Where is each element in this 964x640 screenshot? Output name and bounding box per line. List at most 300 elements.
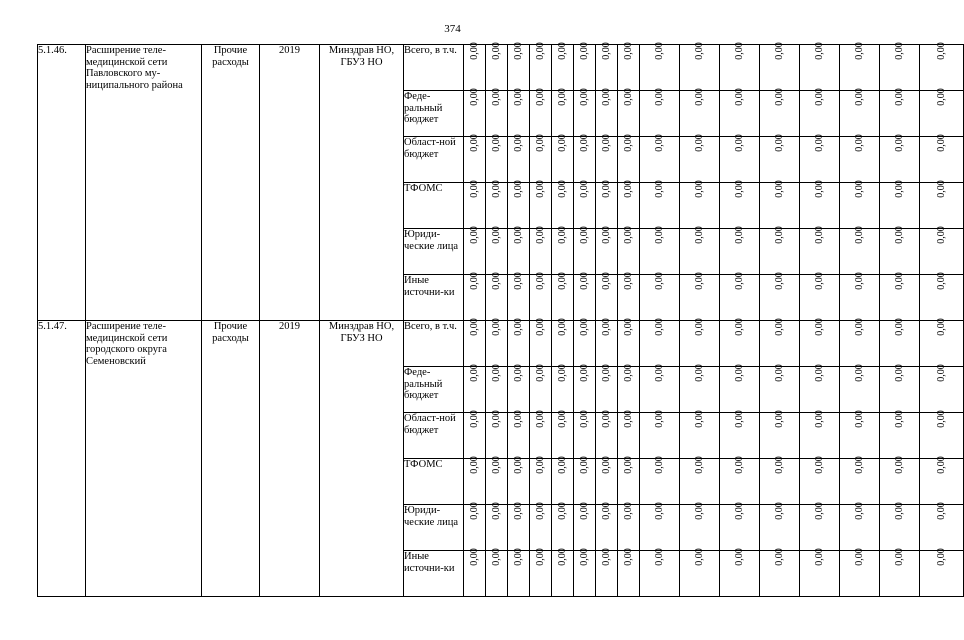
value-cell (574, 364, 596, 413)
value-cell (880, 456, 920, 505)
value-text: 0,00 (893, 226, 905, 244)
value-text: 0,00 (853, 42, 865, 60)
item-number: 5.1.47. (38, 321, 86, 597)
value-cell (486, 410, 508, 459)
value-cell (530, 548, 552, 597)
value-cell (760, 88, 800, 137)
value-text: 0,00 (468, 226, 480, 244)
executor-cell: Минздрав НО, ГБУЗ НО (320, 321, 404, 597)
value-text: 0,00 (512, 364, 524, 382)
value-cell (920, 134, 964, 183)
value-cell (486, 364, 508, 413)
value-cell (720, 272, 760, 321)
value-cell (596, 548, 618, 597)
value-text: 0,00 (622, 42, 634, 60)
value-cell (618, 456, 640, 505)
value-text: 0,00 (813, 180, 825, 198)
value-text: 0,00 (893, 180, 905, 198)
value-cell (720, 410, 760, 459)
value-cell (760, 318, 800, 367)
value-cell (486, 548, 508, 597)
value-cell (800, 364, 840, 413)
value-cell (640, 134, 680, 183)
value-cell (800, 272, 840, 321)
value-text: 0,00 (733, 180, 745, 198)
value-cell (552, 272, 574, 321)
value-text: 0,00 (512, 226, 524, 244)
value-cell (800, 456, 840, 505)
value-text: 0,00 (935, 272, 947, 290)
value-text: 0,00 (490, 410, 502, 428)
value-text: 0,00 (534, 272, 546, 290)
value-text: 0,00 (813, 318, 825, 336)
value-text: 0,00 (693, 180, 705, 198)
value-text: 0,00 (935, 410, 947, 428)
value-text: 0,00 (556, 180, 568, 198)
value-text: 0,00 (490, 180, 502, 198)
value-text: 0,00 (813, 272, 825, 290)
value-text: 0,00 (600, 364, 612, 382)
value-text: 0,00 (935, 548, 947, 566)
value-cell (880, 318, 920, 367)
value-text: 0,00 (653, 226, 665, 244)
value-cell (680, 318, 720, 367)
value-text: 0,00 (773, 272, 785, 290)
item-name: Расширение теле-медицинской сети городского округа Семеновский (86, 321, 202, 597)
value-cell (618, 410, 640, 459)
value-cell (880, 548, 920, 597)
value-text: 0,00 (773, 88, 785, 106)
value-text: 0,00 (578, 410, 590, 428)
value-cell (464, 364, 486, 413)
value-cell (508, 226, 530, 275)
value-cell (486, 318, 508, 367)
funding-source-label: Юриди-ческие лица (404, 229, 464, 275)
value-cell (464, 42, 486, 91)
value-cell (464, 180, 486, 229)
value-cell (596, 226, 618, 275)
value-text: 0,00 (556, 42, 568, 60)
value-text: 0,00 (653, 456, 665, 474)
value-cell (800, 226, 840, 275)
value-cell (800, 410, 840, 459)
value-text: 0,00 (813, 364, 825, 382)
value-text: 0,00 (813, 134, 825, 152)
value-cell (596, 272, 618, 321)
value-cell (880, 88, 920, 137)
value-text: 0,00 (893, 548, 905, 566)
value-text: 0,00 (813, 548, 825, 566)
value-cell (640, 410, 680, 459)
value-text: 0,00 (773, 456, 785, 474)
value-text: 0,00 (512, 88, 524, 106)
value-text: 0,00 (813, 42, 825, 60)
value-cell (574, 272, 596, 321)
funding-source-label: Иные источни-ки (404, 275, 464, 321)
value-text: 0,00 (490, 456, 502, 474)
funding-source-label: ТФОМС (404, 459, 464, 505)
value-text: 0,00 (733, 548, 745, 566)
value-cell (508, 502, 530, 551)
value-cell (920, 272, 964, 321)
value-text: 0,00 (773, 226, 785, 244)
value-text: 0,00 (490, 88, 502, 106)
value-cell (880, 272, 920, 321)
value-text: 0,00 (578, 134, 590, 152)
value-text: 0,00 (653, 318, 665, 336)
value-text: 0,00 (556, 364, 568, 382)
value-text: 0,00 (600, 548, 612, 566)
value-cell (720, 134, 760, 183)
value-text: 0,00 (512, 410, 524, 428)
value-cell (596, 42, 618, 91)
value-cell (618, 548, 640, 597)
funding-source-label: Всего, в т.ч. (404, 321, 464, 367)
value-cell (486, 502, 508, 551)
table-row (38, 321, 964, 367)
value-text: 0,00 (653, 364, 665, 382)
value-text: 0,00 (813, 410, 825, 428)
value-text: 0,00 (556, 456, 568, 474)
value-text: 0,00 (468, 134, 480, 152)
value-cell (760, 272, 800, 321)
value-cell (596, 180, 618, 229)
value-text: 0,00 (693, 42, 705, 60)
value-cell (680, 456, 720, 505)
value-text: 0,00 (600, 272, 612, 290)
value-text: 0,00 (556, 272, 568, 290)
value-text: 0,00 (693, 272, 705, 290)
value-text: 0,00 (534, 318, 546, 336)
value-cell (680, 410, 720, 459)
value-text: 0,00 (693, 318, 705, 336)
value-text: 0,00 (468, 502, 480, 520)
value-cell (640, 226, 680, 275)
value-text: 0,00 (600, 502, 612, 520)
table-row (38, 45, 964, 91)
value-text: 0,00 (733, 318, 745, 336)
value-cell (508, 42, 530, 91)
value-cell (680, 364, 720, 413)
value-text: 0,00 (733, 226, 745, 244)
value-cell (530, 134, 552, 183)
value-cell (840, 226, 880, 275)
value-cell (680, 42, 720, 91)
value-text: 0,00 (935, 502, 947, 520)
value-cell (760, 180, 800, 229)
value-cell (596, 88, 618, 137)
value-text: 0,00 (773, 364, 785, 382)
value-cell (552, 456, 574, 505)
value-text: 0,00 (773, 502, 785, 520)
value-cell (486, 88, 508, 137)
value-cell (486, 272, 508, 321)
value-cell (618, 364, 640, 413)
value-text: 0,00 (534, 134, 546, 152)
value-cell (596, 318, 618, 367)
value-cell (920, 548, 964, 597)
value-text: 0,00 (773, 548, 785, 566)
item-number: 5.1.46. (38, 45, 86, 321)
value-text: 0,00 (600, 410, 612, 428)
value-text: 0,00 (853, 364, 865, 382)
value-cell (552, 134, 574, 183)
value-text: 0,00 (578, 180, 590, 198)
value-cell (760, 42, 800, 91)
value-text: 0,00 (490, 42, 502, 60)
value-cell (618, 180, 640, 229)
value-text: 0,00 (935, 364, 947, 382)
value-cell (920, 502, 964, 551)
value-text: 0,00 (556, 88, 568, 106)
value-text: 0,00 (653, 548, 665, 566)
value-cell (840, 502, 880, 551)
budget-table (37, 44, 964, 597)
value-cell (720, 318, 760, 367)
value-text: 0,00 (600, 134, 612, 152)
value-cell (618, 318, 640, 367)
value-cell (880, 134, 920, 183)
value-cell (508, 364, 530, 413)
value-text: 0,00 (853, 272, 865, 290)
value-text: 0,00 (468, 42, 480, 60)
value-cell (464, 88, 486, 137)
value-cell (640, 88, 680, 137)
value-text: 0,00 (512, 180, 524, 198)
value-cell (530, 42, 552, 91)
value-text: 0,00 (733, 42, 745, 60)
value-text: 0,00 (693, 410, 705, 428)
value-cell (800, 548, 840, 597)
value-text: 0,00 (853, 548, 865, 566)
value-text: 0,00 (600, 456, 612, 474)
value-cell (880, 42, 920, 91)
value-cell (618, 88, 640, 137)
value-cell (840, 134, 880, 183)
value-text: 0,00 (893, 134, 905, 152)
value-cell (530, 226, 552, 275)
value-text: 0,00 (622, 226, 634, 244)
value-cell (574, 226, 596, 275)
value-cell (840, 318, 880, 367)
value-cell (464, 456, 486, 505)
value-cell (508, 88, 530, 137)
value-text: 0,00 (693, 502, 705, 520)
value-cell (508, 456, 530, 505)
value-cell (574, 548, 596, 597)
value-text: 0,00 (468, 548, 480, 566)
value-cell (618, 42, 640, 91)
value-cell (680, 226, 720, 275)
value-text: 0,00 (622, 88, 634, 106)
value-cell (680, 180, 720, 229)
value-text: 0,00 (813, 502, 825, 520)
value-cell (530, 88, 552, 137)
value-cell (920, 88, 964, 137)
value-cell (596, 410, 618, 459)
value-text: 0,00 (935, 42, 947, 60)
value-cell (640, 548, 680, 597)
value-cell (552, 226, 574, 275)
value-text: 0,00 (653, 502, 665, 520)
value-cell (680, 272, 720, 321)
value-cell (530, 456, 552, 505)
value-text: 0,00 (490, 134, 502, 152)
value-cell (574, 88, 596, 137)
value-text: 0,00 (893, 410, 905, 428)
value-cell (800, 318, 840, 367)
value-cell (920, 456, 964, 505)
item-name: Расширение теле-медицинской сети Павловского му-ниципального района (86, 45, 202, 321)
value-cell (840, 272, 880, 321)
executor-cell: Минздрав НО, ГБУЗ НО (320, 45, 404, 321)
value-text: 0,00 (600, 226, 612, 244)
value-text: 0,00 (534, 548, 546, 566)
value-text: 0,00 (653, 272, 665, 290)
value-text: 0,00 (468, 88, 480, 106)
value-text: 0,00 (893, 364, 905, 382)
value-cell (840, 364, 880, 413)
value-text: 0,00 (693, 456, 705, 474)
funding-source-label: Област-ной бюджет (404, 137, 464, 183)
value-cell (640, 272, 680, 321)
value-cell (574, 456, 596, 505)
value-cell (530, 180, 552, 229)
value-text: 0,00 (556, 502, 568, 520)
value-text: 0,00 (813, 226, 825, 244)
value-text: 0,00 (534, 456, 546, 474)
value-cell (920, 180, 964, 229)
value-cell (596, 502, 618, 551)
value-text: 0,00 (653, 410, 665, 428)
value-text: 0,00 (773, 410, 785, 428)
value-text: 0,00 (556, 134, 568, 152)
value-text: 0,00 (893, 272, 905, 290)
value-cell (640, 42, 680, 91)
value-text: 0,00 (622, 548, 634, 566)
value-cell (552, 410, 574, 459)
value-cell (920, 318, 964, 367)
value-text: 0,00 (622, 502, 634, 520)
value-text: 0,00 (733, 272, 745, 290)
value-cell (800, 42, 840, 91)
value-text: 0,00 (622, 272, 634, 290)
value-cell (464, 272, 486, 321)
value-cell (486, 180, 508, 229)
value-text: 0,00 (773, 180, 785, 198)
value-cell (920, 364, 964, 413)
value-text: 0,00 (773, 42, 785, 60)
value-cell (880, 226, 920, 275)
value-text: 0,00 (534, 180, 546, 198)
value-text: 0,00 (935, 180, 947, 198)
value-cell (508, 180, 530, 229)
value-text: 0,00 (693, 364, 705, 382)
value-text: 0,00 (556, 548, 568, 566)
value-text: 0,00 (893, 502, 905, 520)
value-text: 0,00 (512, 548, 524, 566)
value-text: 0,00 (733, 410, 745, 428)
year-cell: 2019 (260, 321, 320, 597)
value-text: 0,00 (534, 88, 546, 106)
value-cell (464, 502, 486, 551)
value-cell (552, 42, 574, 91)
value-cell (720, 226, 760, 275)
value-cell (880, 180, 920, 229)
value-text: 0,00 (578, 318, 590, 336)
value-text: 0,00 (935, 88, 947, 106)
page-number: 374 (444, 23, 461, 35)
value-text: 0,00 (622, 456, 634, 474)
value-cell (508, 318, 530, 367)
value-cell (464, 410, 486, 459)
value-cell (760, 548, 800, 597)
value-text: 0,00 (578, 42, 590, 60)
value-text: 0,00 (600, 318, 612, 336)
value-cell (574, 502, 596, 551)
funding-source-label: Феде-ральный бюджет (404, 367, 464, 413)
funding-source-label: Област-ной бюджет (404, 413, 464, 459)
value-text: 0,00 (693, 226, 705, 244)
value-text: 0,00 (935, 318, 947, 336)
value-text: 0,00 (512, 272, 524, 290)
value-cell (574, 134, 596, 183)
value-cell (640, 318, 680, 367)
value-text: 0,00 (853, 134, 865, 152)
value-text: 0,00 (468, 318, 480, 336)
value-text: 0,00 (893, 318, 905, 336)
value-cell (720, 88, 760, 137)
value-text: 0,00 (512, 502, 524, 520)
value-cell (920, 226, 964, 275)
value-text: 0,00 (490, 226, 502, 244)
value-text: 0,00 (935, 134, 947, 152)
value-cell (552, 180, 574, 229)
value-text: 0,00 (534, 42, 546, 60)
value-cell (640, 456, 680, 505)
value-text: 0,00 (468, 272, 480, 290)
expense-type: Прочие расходы (202, 321, 260, 597)
value-cell (720, 456, 760, 505)
value-text: 0,00 (600, 180, 612, 198)
value-text: 0,00 (512, 42, 524, 60)
value-text: 0,00 (622, 318, 634, 336)
value-cell (486, 42, 508, 91)
value-cell (640, 502, 680, 551)
value-cell (574, 318, 596, 367)
value-cell (574, 42, 596, 91)
value-cell (464, 226, 486, 275)
value-text: 0,00 (853, 456, 865, 474)
value-cell (680, 548, 720, 597)
value-cell (552, 364, 574, 413)
value-text: 0,00 (578, 272, 590, 290)
value-cell (530, 318, 552, 367)
value-cell (760, 502, 800, 551)
value-cell (596, 364, 618, 413)
value-cell (574, 410, 596, 459)
value-text: 0,00 (733, 88, 745, 106)
value-cell (760, 364, 800, 413)
value-text: 0,00 (600, 42, 612, 60)
value-text: 0,00 (773, 134, 785, 152)
value-cell (760, 134, 800, 183)
value-text: 0,00 (512, 318, 524, 336)
value-text: 0,00 (578, 548, 590, 566)
value-cell (464, 134, 486, 183)
funding-source-label: Юриди-ческие лица (404, 505, 464, 551)
value-cell (800, 502, 840, 551)
